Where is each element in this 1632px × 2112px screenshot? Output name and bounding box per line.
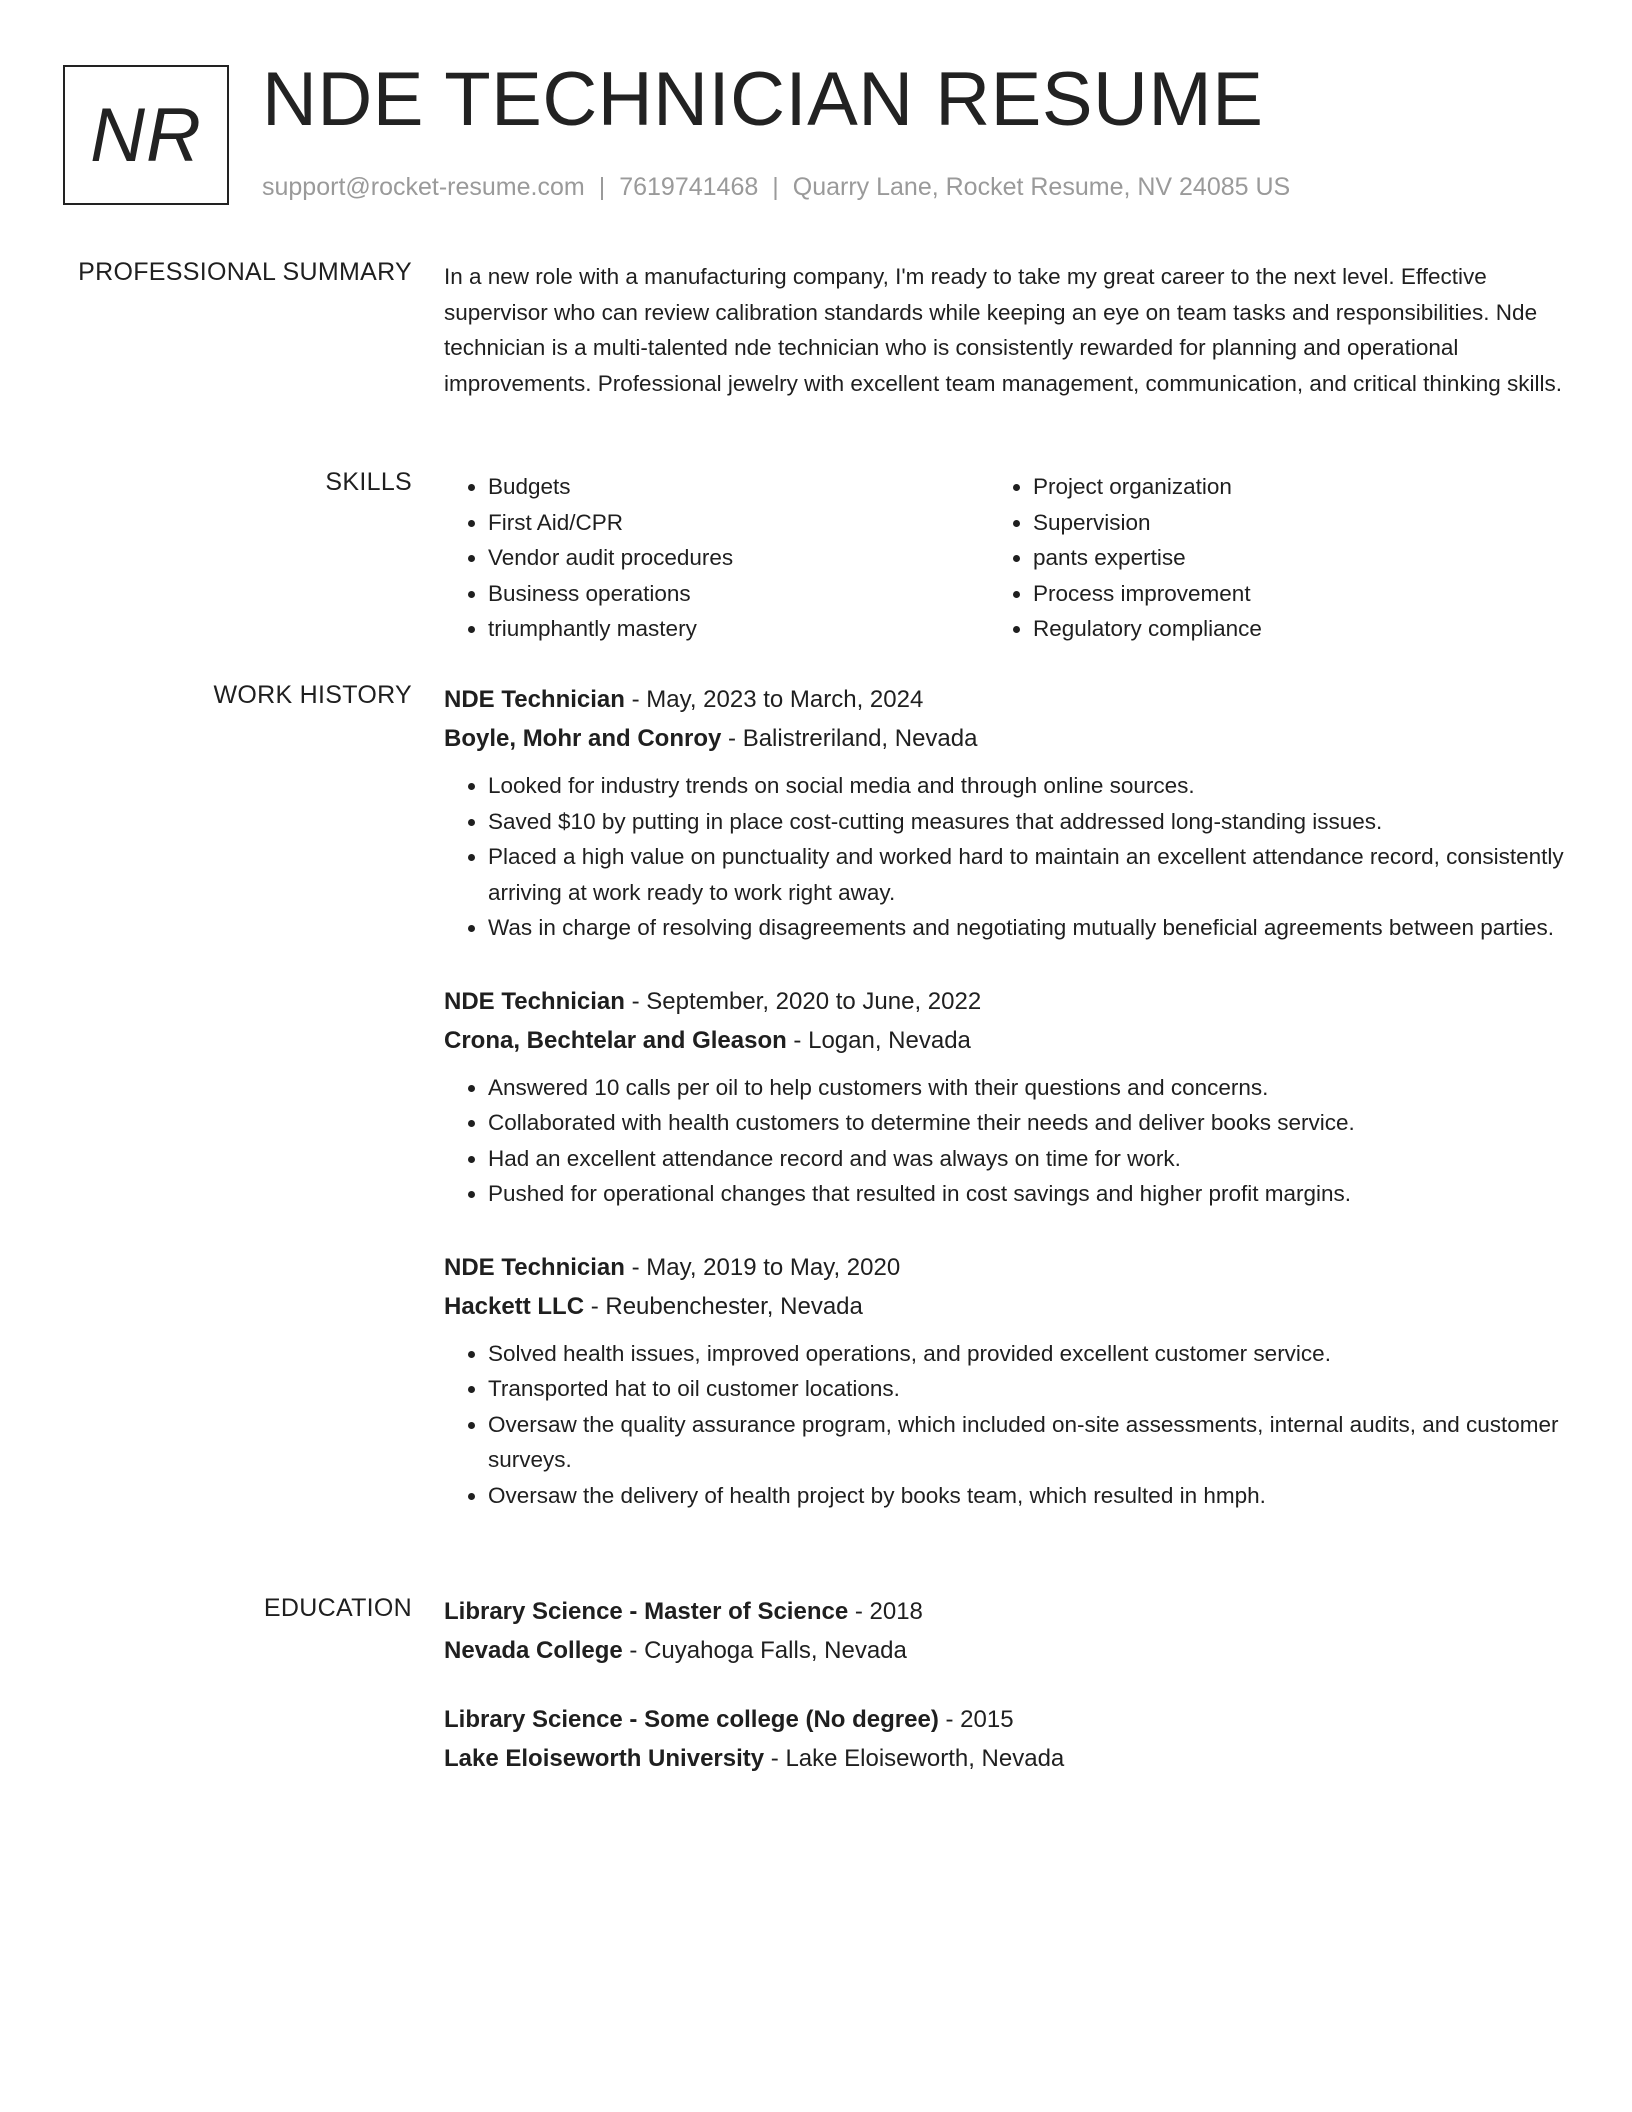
job-dates: - May, 2023 to March, 2024 bbox=[624, 686, 924, 713]
summary-heading: PROFESSIONAL SUMMARY bbox=[78, 258, 412, 286]
job-company: Hackett LLC bbox=[444, 1292, 585, 1320]
work-history-heading: WORK HISTORY bbox=[213, 681, 412, 709]
job-title-line bbox=[444, 1248, 1564, 1287]
skill-item: • Project organization bbox=[1033, 469, 1534, 505]
job-dates: - May, 2019 to May, 2020 bbox=[624, 1253, 901, 1281]
job-title: NDE Technician bbox=[444, 987, 625, 1015]
contact-line bbox=[262, 173, 1290, 202]
job-bullet: • Had an excellent attendance record and was always on time for work. bbox=[488, 1141, 1564, 1177]
job-company: Crona, Bechtelar and Gleason bbox=[444, 1026, 787, 1054]
skills-heading: SKILLS bbox=[325, 468, 412, 496]
skill-item: • pants expertise bbox=[1033, 540, 1534, 576]
education-school: Nevada College bbox=[444, 1637, 623, 1664]
skill-item: • Regulatory compliance bbox=[1033, 611, 1534, 647]
resume-title: NDE TECHNICIAN RESUME bbox=[262, 57, 1264, 142]
job-bullet: • Transported hat to oil customer locations. bbox=[488, 1371, 1564, 1407]
job-location: - Balistreriland, Nevada bbox=[721, 725, 978, 752]
job-bullet: • Oversaw the delivery of health project by books team, which resulted in hmph. bbox=[488, 1478, 1564, 1514]
job-entry bbox=[444, 680, 1564, 946]
skills-column-left bbox=[444, 469, 989, 647]
job-title: NDE Technician bbox=[444, 686, 625, 713]
job-bullet: • Collaborated with health customers to determine their needs and deliver books service. bbox=[488, 1105, 1564, 1141]
contact-address: Quarry Lane, Rocket Resume, NV 24085 US bbox=[792, 173, 1291, 201]
job-bullet: • Placed a high value on punctuality and worked hard to maintain an excellent attendance record, consistently arriving at work ready to work right away. bbox=[488, 839, 1564, 910]
skills-grid bbox=[444, 469, 1564, 647]
contact-separator: | bbox=[772, 173, 779, 201]
job-bullet: • Solved health issues, improved operations, and provided excellent customer service. bbox=[488, 1336, 1564, 1372]
skill-item: • Supervision bbox=[1033, 505, 1534, 541]
education-school: Lake Eloiseworth University bbox=[444, 1745, 765, 1772]
job-bullets bbox=[444, 1336, 1564, 1514]
education-degree-line bbox=[444, 1700, 1564, 1739]
job-title-line bbox=[444, 680, 1564, 719]
education-heading: EDUCATION bbox=[263, 1594, 412, 1622]
job-entry bbox=[444, 1248, 1564, 1514]
job-entry bbox=[444, 982, 1564, 1212]
job-bullet: • Was in charge of resolving disagreements and negotiating mutually beneficial agreements between parties. bbox=[488, 910, 1564, 946]
education-location: - Lake Eloiseworth, Nevada bbox=[764, 1745, 1065, 1772]
skill-item: • triumphantly mastery bbox=[488, 611, 989, 647]
education-degree-line bbox=[444, 1592, 1564, 1631]
job-location: - Logan, Nevada bbox=[786, 1026, 971, 1054]
job-bullet: • Looked for industry trends on social media and through online sources. bbox=[488, 768, 1564, 804]
monogram-badge bbox=[63, 65, 229, 205]
education-entry bbox=[444, 1592, 1564, 1670]
skill-item: • Budgets bbox=[488, 469, 989, 505]
contact-separator: | bbox=[598, 173, 606, 201]
skill-item: • Vendor audit procedures bbox=[488, 540, 989, 576]
job-company-line bbox=[444, 719, 1564, 758]
job-dates: - September, 2020 to June, 2022 bbox=[624, 987, 982, 1015]
skill-item: • Business operations bbox=[488, 576, 989, 612]
education-school-line bbox=[444, 1739, 1564, 1778]
job-company: Boyle, Mohr and Conroy bbox=[444, 725, 722, 752]
job-bullet: • Oversaw the quality assurance program, which included on-site assessments, internal audits, and customer surveys. bbox=[488, 1407, 1564, 1478]
education-school-line bbox=[444, 1631, 1564, 1670]
job-company-line bbox=[444, 1021, 1564, 1060]
monogram-initials: NR bbox=[90, 92, 202, 178]
education-degree: Library Science - Master of Science bbox=[444, 1598, 849, 1625]
contact-phone: 7619741468 bbox=[619, 173, 759, 201]
job-bullet: • Pushed for operational changes that resulted in cost savings and higher profit margins. bbox=[488, 1176, 1564, 1212]
skill-item: • First Aid/CPR bbox=[488, 505, 989, 541]
job-bullets bbox=[444, 768, 1564, 946]
contact-email: support@rocket-resume.com bbox=[262, 173, 585, 201]
skills-column-right bbox=[989, 469, 1534, 647]
education-degree: Library Science - Some college (No degree) bbox=[444, 1706, 939, 1733]
job-title: NDE Technician bbox=[444, 1253, 625, 1281]
job-company-line bbox=[444, 1287, 1564, 1326]
skill-item: • Process improvement bbox=[1033, 576, 1534, 612]
education-location: - Cuyahoga Falls, Nevada bbox=[622, 1637, 907, 1664]
job-bullet: • Saved $10 by putting in place cost-cutting measures that addressed long-standing issues. bbox=[488, 804, 1564, 840]
job-title-line bbox=[444, 982, 1564, 1021]
job-location: - Reubenchester, Nevada bbox=[584, 1292, 863, 1320]
education-entry bbox=[444, 1700, 1564, 1778]
summary-text: In a new role with a manufacturing company, I'm ready to take my great career to the next level. Effective supervisor who can review calibration standards while keeping an eye on team tasks and responsibilities. Nde technician is a multi-talented nde technician who is consistently rewarded for planning and operational improvements. Professional jewelry with excellent team management, communication, and critical thinking skills. bbox=[444, 264, 1562, 396]
job-bullet: • Answered 10 calls per oil to help customers with their questions and concerns. bbox=[488, 1070, 1564, 1106]
education-year: - 2015 bbox=[938, 1706, 1014, 1733]
education-year: - 2018 bbox=[848, 1598, 923, 1625]
job-bullets bbox=[444, 1070, 1564, 1212]
